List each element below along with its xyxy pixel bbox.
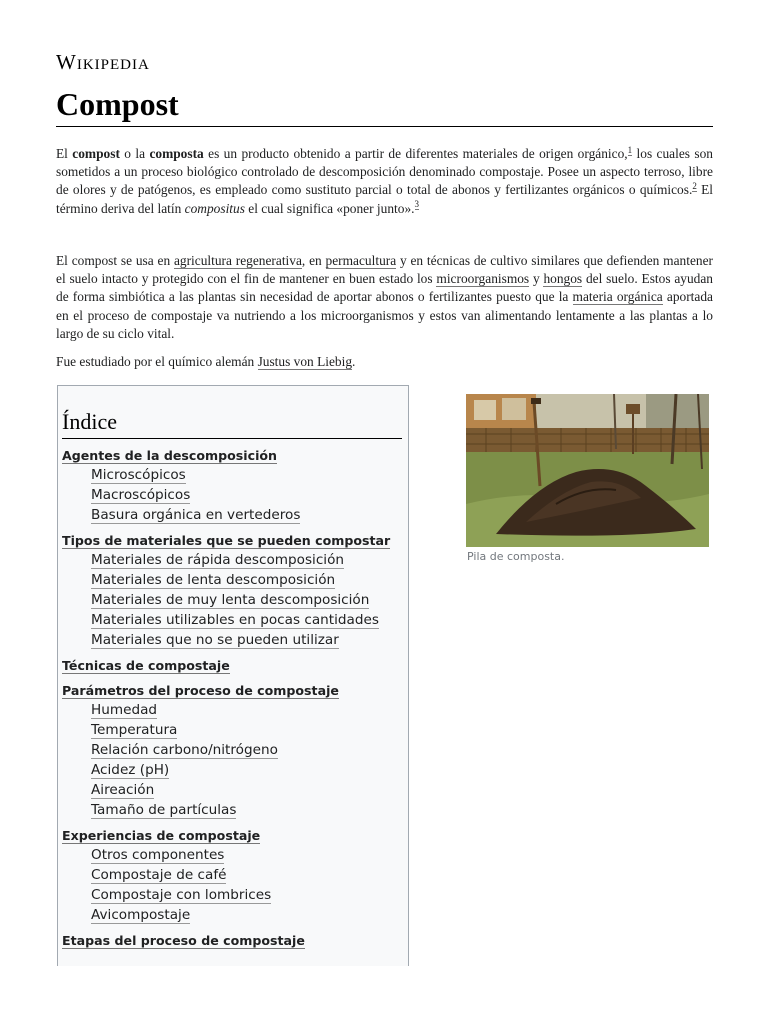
bold-term-composta: composta (149, 146, 204, 161)
reference-3[interactable]: 3 (414, 199, 419, 210)
toc-subsection-link[interactable]: Materiales utilizables en pocas cantidades (91, 612, 379, 628)
toc-subsection-link[interactable]: Materiales de rápida descomposición (91, 552, 345, 568)
intro-paragraph-2 (56, 252, 713, 343)
compost-pile-photo[interactable] (466, 394, 709, 547)
intro-paragraph-3 (56, 353, 713, 371)
reference-2[interactable]: 2 (692, 180, 697, 191)
text-run: los cuales son sometidos a un proceso biológico controlado de descomposición denominado compostaje. Posee un aspecto terroso, libre de olores y de patógenos, es empleado como sustituto parcial o total de abonos y fertilizantes orgánicos o químicos. (56, 146, 713, 198)
link-hongos[interactable]: hongos (543, 271, 583, 287)
toc-subsection-link[interactable]: Avicompostaje (91, 907, 191, 923)
toc-section-link[interactable]: Tipos de materiales que se pueden compostar (62, 533, 391, 548)
figure-caption: Pila de composta. (467, 550, 565, 563)
logo-text: Wikipedia (56, 50, 150, 74)
toc-section-link[interactable]: Agentes de la descomposición (62, 448, 278, 463)
toc-subsection-link[interactable]: Microscópicos (91, 467, 186, 483)
link-justus-von-liebig[interactable]: Justus von Liebig (257, 354, 353, 369)
toc-subsection-link[interactable]: Aireación (91, 782, 155, 798)
text-run: El (56, 146, 73, 161)
toc-section-link[interactable]: Etapas del proceso de compostaje (62, 933, 305, 948)
text-run: y en técnicas de cultivo similares que defienden mantener el suelo intacto y protegido con el fin de mantener en buen estado los (56, 253, 713, 287)
toc-section-link[interactable]: Experiencias de compostaje (62, 828, 261, 843)
text-run: y (529, 271, 544, 287)
toc-subsection-link[interactable]: Temperatura (91, 722, 178, 738)
toc-subsection-link[interactable]: Tamaño de partículas (91, 802, 237, 818)
toc-subsection-link[interactable]: Compostaje con lombrices (91, 887, 272, 903)
toc-subsection-link[interactable]: Macroscópicos (91, 487, 191, 503)
text-run: El término deriva del latín (56, 182, 714, 216)
figure (466, 394, 709, 563)
toc-subsection-link[interactable]: Materiales de lenta descomposición (91, 572, 336, 588)
text-run: del suelo. Estos ayudan de forma simbiótica a las plantas sin necesidad de aportar abonos o fertilizantes puesto que la (56, 271, 713, 305)
text-run: el cual significa «poner junto». (244, 200, 415, 216)
toc-subsection-link[interactable]: Basura orgánica en vertederos (91, 507, 301, 523)
link-microorganismos[interactable]: microorganismos (436, 271, 530, 287)
toc-subsection-link[interactable]: Relación carbono/nitrógeno (91, 742, 278, 758)
link-agricultura-regenerativa[interactable]: agricultura regenerativa (173, 253, 302, 268)
text-run: , en (301, 253, 326, 268)
text-run: Fue estudiado por el químico alemán (56, 354, 258, 369)
table-of-contents (57, 385, 409, 966)
toc-subsection-link[interactable]: Otros componentes (91, 847, 225, 863)
toc-subsection-link[interactable]: Humedad (91, 702, 158, 718)
text-run: El compost se usa en (56, 253, 174, 268)
page-title: Compost (56, 86, 713, 127)
toc-subsection-link[interactable]: Materiales que no se pueden utilizar (91, 632, 339, 648)
reference-1[interactable]: 1 (627, 144, 633, 155)
latin-term: compositus (184, 200, 245, 216)
toc-subsection-link[interactable]: Materiales de muy lenta descomposición (91, 592, 370, 608)
toc-title: Índice (62, 408, 402, 439)
wikipedia-logo[interactable] (56, 50, 150, 75)
intro-paragraph-1 (56, 145, 713, 218)
text-run: es un producto obtenido a partir de diferentes materiales de origen orgánico, (203, 146, 628, 161)
toc-section-link[interactable]: Parámetros del proceso de compostaje (62, 683, 339, 698)
toc-subsection-link[interactable]: Compostaje de café (91, 867, 227, 883)
text-run: o la (119, 146, 150, 161)
link-materia-organica[interactable]: materia orgánica (572, 289, 663, 305)
text-run: aportada en el proceso de compostaje va nutriendo a los microorganismos y estos van alimentando lentamente a las plantas a lo largo de su ciclo vital. (56, 289, 713, 341)
toc-section-link[interactable]: Técnicas de compostaje (62, 658, 230, 673)
toc-list (62, 446, 406, 950)
link-permacultura[interactable]: permacultura (325, 253, 397, 268)
text-run: . (352, 354, 356, 369)
toc-subsection-link[interactable]: Acidez (pH) (91, 762, 170, 778)
bold-term-compost: compost (72, 146, 120, 161)
